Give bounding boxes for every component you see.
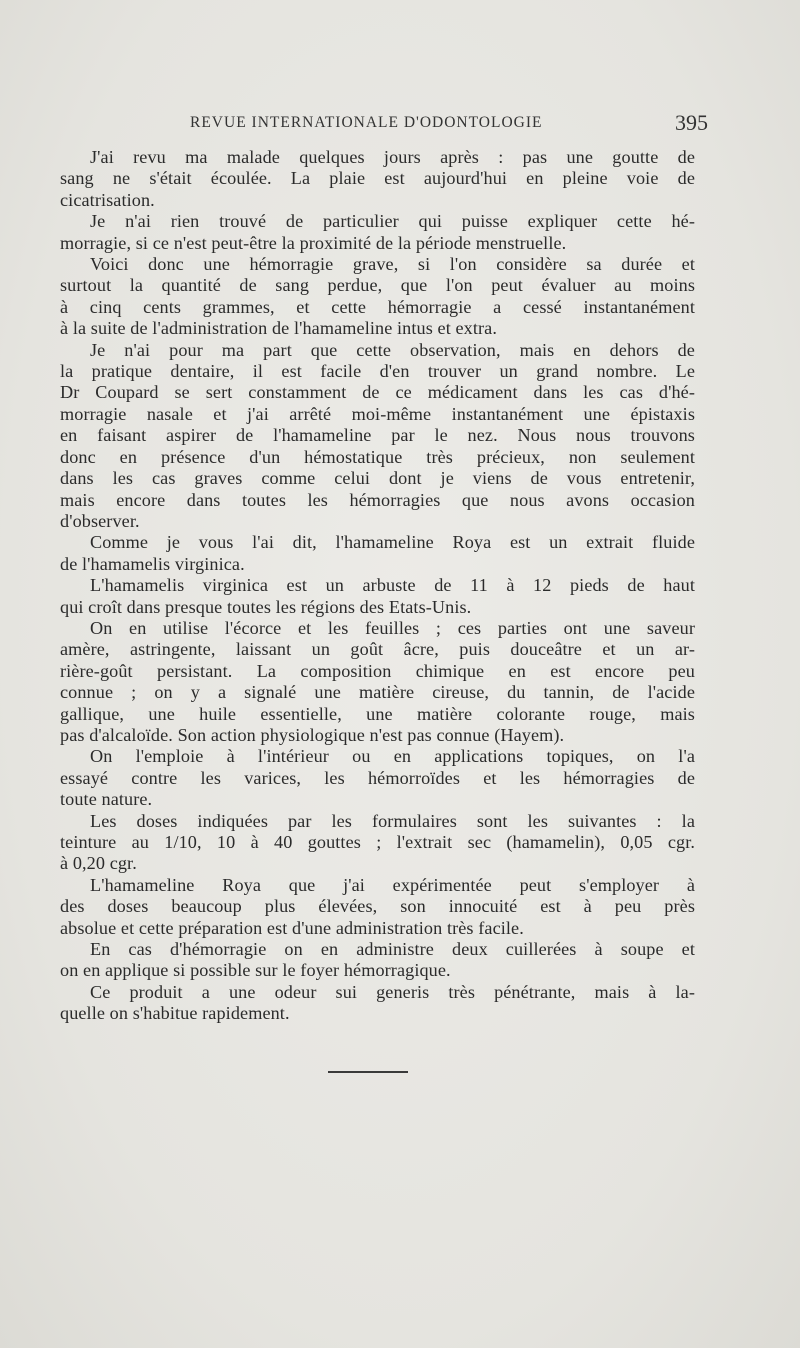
text-line: On l'emploie à l'intérieur ou en applications topiques, on l'a [90, 746, 695, 767]
journal-title: REVUE INTERNATIONALE D'ODONTOLOGIE [190, 114, 543, 131]
text-line: mais encore dans toutes les hémorragies que nous avons occasion [60, 489, 695, 510]
text-line: Les doses indiquées par les formulaires sont les suivantes : la [90, 810, 695, 831]
text-line: En cas d'hémorragie on en administre deux cuillerées à soupe et [90, 939, 695, 960]
text-line: morragie, si ce n'est peut-être la proximité de la période menstruelle. [60, 232, 567, 253]
text-line: donc en présence d'un hémostatique très précieux, non seulement [60, 446, 695, 467]
text-line: des doses beaucoup plus élevées, son innocuité est à peu près [60, 896, 695, 917]
paragraph [60, 254, 695, 340]
paragraph [60, 340, 695, 533]
text-line: à la suite de l'administration de l'hamameline intus et extra. [60, 318, 497, 339]
text-line: de l'hamamelis virginica. [60, 553, 245, 574]
text-line: L'hamameline Roya que j'ai expérimentée peut s'employer à [90, 874, 695, 895]
paragraph [60, 618, 695, 746]
text-line: surtout la quantité de sang perdue, que l'on peut évaluer au moins [60, 275, 695, 296]
running-head [60, 110, 708, 138]
paragraph [60, 746, 695, 810]
text-line: absolue et cette préparation est d'une administration très facile. [60, 917, 524, 938]
text-line: gallique, une huile essentielle, une matière colorante rouge, mais [60, 703, 695, 724]
paragraph [60, 211, 695, 254]
text-line: rière-goût persistant. La composition chimique en est encore peu [60, 660, 695, 681]
paragraph [60, 982, 695, 1025]
text-line: Je n'ai pour ma part que cette observation, mais en dehors de [90, 339, 695, 360]
text-line: Dr Coupard se sert constamment de ce médicament dans les cas d'hé- [60, 382, 695, 403]
paragraph [60, 939, 695, 982]
text-line: L'hamamelis virginica est un arbuste de 11 à 12 pieds de haut [90, 575, 695, 596]
text-line: à cinq cents grammes, et cette hémorragie a cessé instantanément [60, 296, 695, 317]
text-line: d'observer. [60, 510, 140, 531]
text-line: à 0,20 cgr. [60, 853, 137, 874]
paragraph [60, 875, 695, 939]
text-line: teinture au 1/10, 10 à 40 gouttes ; l'extrait sec (hamamelin), 0,05 cgr. [60, 832, 695, 852]
paragraph [60, 575, 695, 618]
paragraph [60, 811, 695, 875]
text-line: connue ; on y a signalé une matière cireuse, du tannin, de l'acide [60, 682, 695, 703]
text-line: essayé contre les varices, les hémorroïdes et les hémorragies de [60, 767, 695, 788]
text-line: quelle on s'habitue rapidement. [60, 1003, 290, 1024]
paragraph [60, 532, 695, 575]
end-rule [328, 1071, 408, 1073]
text-line: Voici donc une hémorragie grave, si l'on considère sa durée et [90, 254, 695, 275]
paragraph [60, 147, 695, 211]
text-line: cicatrisation. [60, 189, 155, 210]
text-line: on en applique si possible sur le foyer hémorragique. [60, 960, 451, 981]
text-line: On en utilise l'écorce et les feuilles ; ces parties ont une saveur [90, 617, 695, 638]
text-line: la pratique dentaire, il est facile d'en trouver un grand nombre. Le [60, 361, 695, 382]
text-line: Ce produit a une odeur sui generis très pénétrante, mais à la- [90, 981, 695, 1002]
text-line: Comme je vous l'ai dit, l'hamameline Roya est un extrait fluide [90, 532, 695, 553]
text-line: morragie nasale et j'ai arrêté moi-même instantanément une épistaxis [60, 403, 695, 424]
text-line: J'ai revu ma malade quelques jours après : pas une goutte de [90, 147, 695, 167]
text-line: toute nature. [60, 789, 153, 810]
text-line: en faisant aspirer de l'hamameline par le nez. Nous nous trouvons [60, 425, 695, 446]
text-line: amère, astringente, laissant un goût âcre, puis douceâtre et un ar- [60, 639, 695, 660]
page-number: 395 [675, 110, 708, 135]
text-line: qui croît dans presque toutes les régions des Etats-Unis. [60, 596, 472, 617]
text-line: dans les cas graves comme celui dont je viens de vous entretenir, [60, 468, 695, 489]
text-line: Je n'ai rien trouvé de particulier qui puisse expliquer cette hé- [90, 211, 695, 232]
text-line: pas d'alcaloïde. Son action physiologique n'est pas connue (Hayem). [60, 724, 565, 745]
text-line: sang ne s'était écoulée. La plaie est aujourd'hui en pleine voie de [60, 168, 695, 189]
article-body [60, 147, 695, 1025]
